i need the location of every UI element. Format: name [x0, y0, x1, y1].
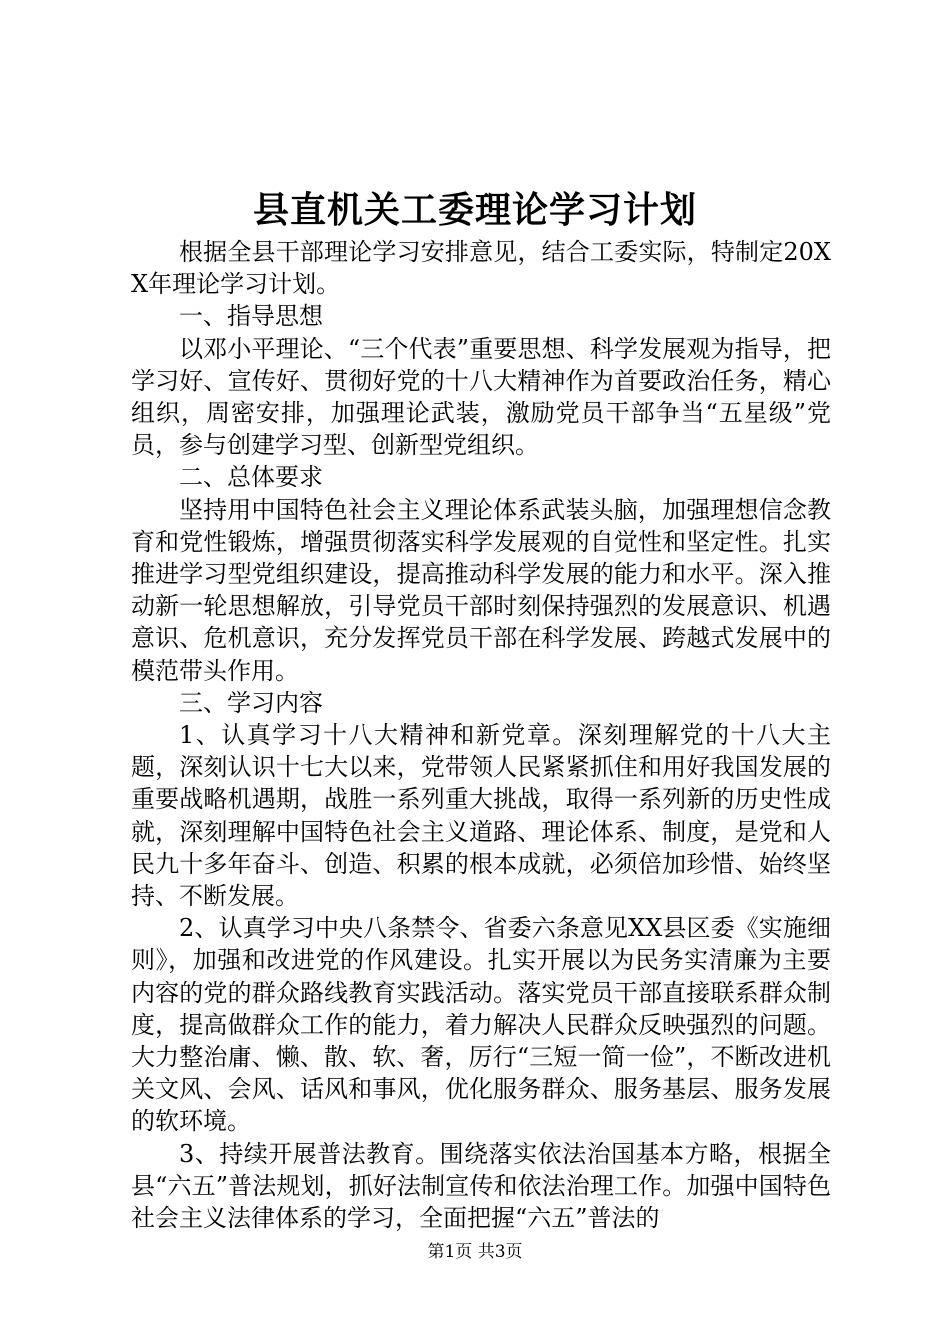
- study-content-item-3: 3、持续开展普法教育。围绕落实依法治国基本方略，根据全县“六五”普法规划，抓好法制宣传和依法治理工作。加强中国特色社会主义法律体系的学习，全面把握“六五”普法的: [131, 1139, 831, 1233]
- guiding-ideology-paragraph: 以邓小平理论、“三个代表”重要思想、科学发展观为指导，把学习好、宣传好、贯彻好党的十八大精神作为首要政治任务，精心组织，周密安排，加强理论武装，激励党员干部争当“五星级”党员，参与创建学习型、创新型党组织。: [131, 334, 831, 460]
- document-title: 县直机关工委理论学习计划: [252, 189, 697, 231]
- section-heading-general-requirements: 二、总体要求: [179, 463, 323, 492]
- section-heading-guiding-ideology: 一、指导思想: [179, 302, 323, 331]
- intro-paragraph: 根据全县干部理论学习安排意见，结合工委实际，特制定20XX年理论学习计划。: [131, 238, 831, 299]
- section-heading-study-content: 三、学习内容: [179, 688, 323, 717]
- page-footer: 第1页 共3页: [427, 1242, 523, 1262]
- document-body: [131, 236, 831, 1234]
- general-requirements-paragraph: 坚持用中国特色社会主义理论体系武装头脑，加强理想信念教育和党性锻炼，增强贯彻落实科学发展观的自觉性和坚定性。扎实推进学习型党组织建设，提高推动科学发展的能力和水平。深入推动新一轮思想解放，引导党员干部时刻保持强烈的发展意识、机遇意识、危机意识，充分发挥党员干部在科学发展、跨越式发展中的模范带头作用。: [131, 495, 831, 685]
- study-content-item-2: 2、认真学习中央八条禁令、省委六条意见XX县区委《实施细则》，加强和改进党的作风建设。扎实开展以为民务实清廉为主要内容的党的群众路线教育实践活动。落实党员干部直接联系群众制度，提高做群众工作的能力，着力解决人民群众反映强烈的问题。大力整治庸、懒、散、软、奢，厉行“三短一简一俭”，不断改进机关文风、会风、话风和事风，优化服务群众、服务基层、服务发展的软环境。: [131, 914, 831, 1136]
- study-content-item-1: 1、认真学习十八大精神和新党章。深刻理解党的十八大主题，深刻认识十七大以来，党带领人民紧紧抓住和用好我国发展的重要战略机遇期，战胜一系列重大挑战，取得一系列新的历史性成就，深刻理解中国特色社会主义道路、理论体系、制度，是党和人民九十多年奋斗、创造、积累的根本成就，必须倍加珍惜、始终坚持、不断发展。: [131, 721, 831, 911]
